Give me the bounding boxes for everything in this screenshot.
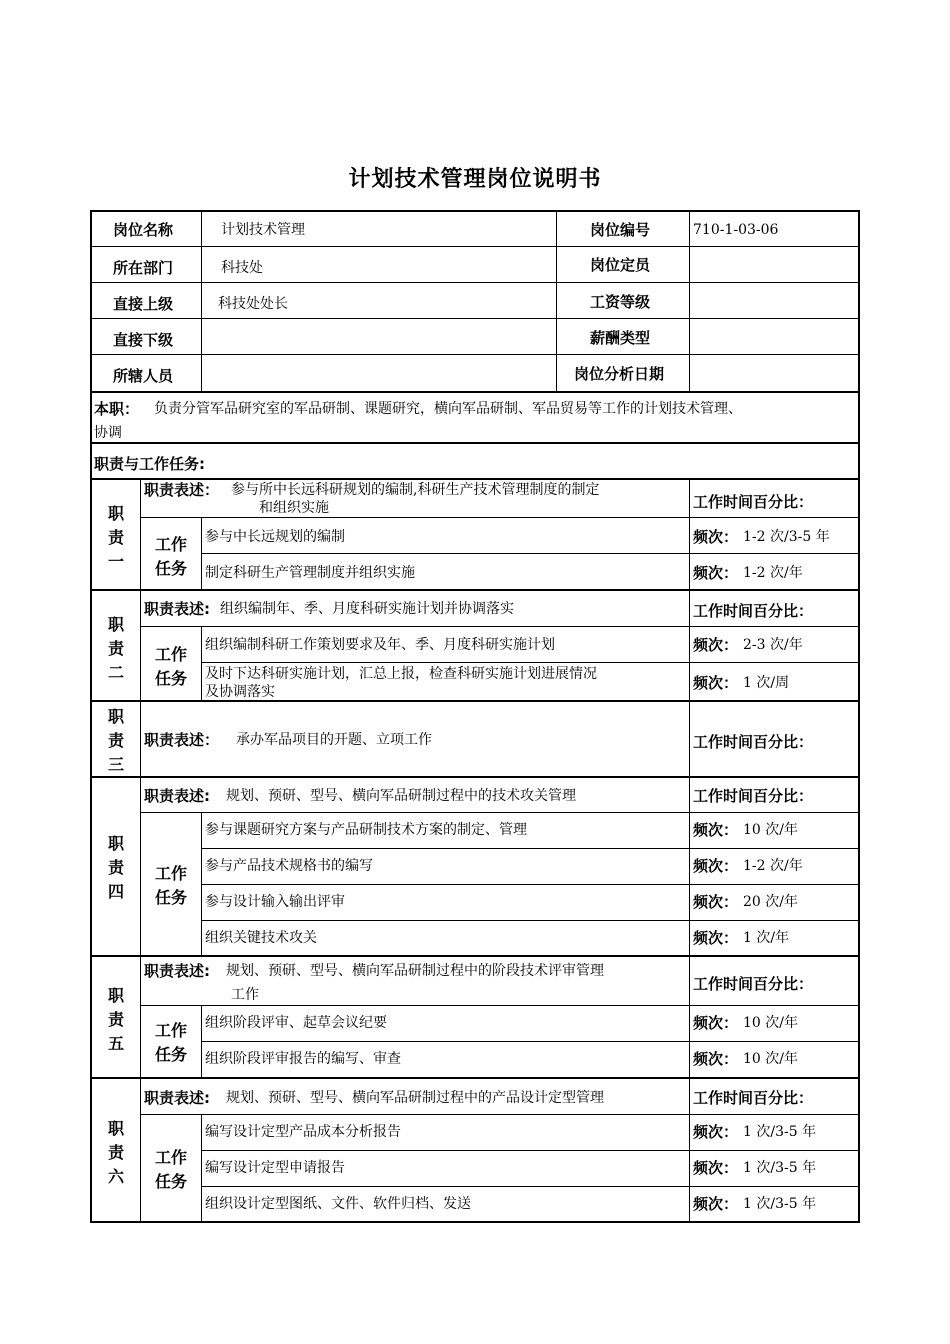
- freq-label: 频次：: [693, 1159, 739, 1177]
- rule: [201, 553, 860, 554]
- rule: [201, 812, 202, 956]
- duty-1-task-2-freq: 1-2 次/年: [743, 565, 803, 581]
- duty-1-time-pct: 工作时间百分比：: [693, 493, 814, 511]
- duty-3-time-pct: 工作时间百分比：: [693, 733, 814, 751]
- duty-5-desc-line1: 规划、预研、型号、横向军品研制过程中的阶段技术评审管理: [226, 963, 604, 979]
- rule: [140, 1005, 860, 1006]
- rule: [689, 210, 690, 392]
- duty-2-task-2-line2: 及协调落实: [205, 684, 275, 700]
- duty-4-time-pct: 工作时间百分比：: [693, 787, 814, 805]
- duty-6-desc-label: 职责表述:: [144, 1089, 210, 1107]
- freq-label: 频次：: [693, 1123, 739, 1141]
- duty-6-desc-line1: 规划、预研、型号、横向军品研制过程中的产品设计定型管理: [226, 1090, 604, 1106]
- duty-4-desc-label: 职责表述:: [144, 787, 210, 805]
- duty-2-time-pct: 工作时间百分比：: [693, 602, 814, 620]
- freq-label: 频次：: [693, 1050, 739, 1068]
- rule: [140, 1114, 860, 1115]
- rule: [201, 1150, 860, 1151]
- rule: [201, 1041, 860, 1042]
- pay-type-label: 薪酬类型: [590, 329, 651, 347]
- duty-4-task-4-freq: 1 次/年: [743, 930, 790, 946]
- rule: [556, 210, 557, 392]
- duty-1-task-2: 制定科研生产管理制度并组织实施: [205, 565, 415, 581]
- duty-5-task-1-freq: 10 次/年: [743, 1015, 798, 1031]
- rule: [140, 517, 860, 518]
- duty-4-task-4: 组织关键技术攻关: [205, 930, 317, 946]
- duty-3-desc-label: 职责表述：: [144, 731, 220, 749]
- duty-6-task-1-freq: 1 次/3-5 年: [743, 1124, 817, 1140]
- document-title: 计划技术管理岗位说明书: [348, 167, 602, 192]
- duty-6-task-1: 编写设计定型产品成本分析报告: [205, 1124, 401, 1140]
- salary-grade-label: 工资等级: [590, 293, 651, 311]
- rule: [201, 517, 202, 590]
- rule: [90, 776, 860, 778]
- superior-value: 科技处处长: [218, 296, 288, 312]
- rule: [90, 282, 860, 283]
- duty-4-task-1: 参与课题研究方案与产品研制技术方案的制定、管理: [205, 822, 527, 838]
- rule: [201, 1186, 860, 1187]
- rule: [90, 589, 860, 591]
- rule: [201, 626, 202, 701]
- duty-5-name: 职 责 五: [107, 986, 124, 1053]
- duty-4-task-3-freq: 20 次/年: [743, 894, 798, 910]
- duty-4-task-2-freq: 1-2 次/年: [743, 858, 803, 874]
- freq-label: 频次：: [693, 929, 739, 947]
- duty-1-name: 职 责 一: [107, 504, 124, 571]
- duty-5-desc-label: 职责表述:: [144, 962, 210, 980]
- duty-3-desc-line1: 承办军品项目的开题、立项工作: [236, 732, 432, 748]
- rule: [201, 884, 860, 885]
- headcount-label: 岗位定员: [590, 256, 651, 274]
- duties-header: 职责与工作任务:: [94, 455, 205, 473]
- duty-1-task-1: 参与中长远规划的编制: [205, 529, 345, 545]
- duty-6-name: 职 责 六: [107, 1119, 124, 1186]
- duty-2-desc-label: 职责表述:: [144, 600, 210, 618]
- freq-label: 频次：: [693, 821, 739, 839]
- dept-label: 所在部门: [113, 259, 174, 277]
- job-name-value: 计划技术管理: [221, 222, 305, 238]
- duty-6-task-2: 编写设计定型申请报告: [205, 1160, 345, 1176]
- duty-2-desc-line1: 组织编制年、季、月度科研实施计划并协调落实: [220, 601, 514, 617]
- rule: [140, 626, 860, 627]
- rule: [140, 812, 860, 813]
- job-code-label: 岗位编号: [590, 221, 651, 239]
- duty-6-task-2-freq: 1 次/3-5 年: [743, 1160, 817, 1176]
- duty-6-work-task-label: 工作 任务: [154, 1148, 187, 1191]
- freq-label: 频次：: [693, 528, 739, 546]
- duty-4-task-1-freq: 10 次/年: [743, 822, 798, 838]
- summary-text-line1: 负责分管军品研究室的军品研制、课题研究，横向军品研制、军品贸易等工作的计划技术管理、: [154, 401, 742, 417]
- superior-label: 直接上级: [113, 295, 174, 313]
- duty-2-task-2-line1: 及时下达科研实施计划，汇总上报，检查科研实施计划进展情况: [205, 666, 597, 682]
- freq-label: 频次：: [693, 1195, 739, 1213]
- rule: [90, 246, 860, 247]
- rule: [90, 955, 860, 957]
- duty-5-task-1: 组织阶段评审、起草会议纪要: [205, 1015, 387, 1031]
- staff-label: 所辖人员: [113, 367, 174, 385]
- freq-label: 频次：: [693, 674, 739, 692]
- duty-2-task-1: 组织编制科研工作策划要求及年、季、月度科研实施计划: [205, 637, 555, 653]
- summary-label: 本职：: [94, 400, 140, 418]
- duty-1-work-task-label: 工作 任务: [154, 535, 187, 578]
- job-name-label: 岗位名称: [113, 221, 174, 239]
- rule: [201, 1005, 202, 1078]
- duty-2-task-2-freq: 1 次/周: [743, 675, 790, 691]
- duty-5-work-task-label: 工作 任务: [154, 1021, 187, 1064]
- freq-label: 频次：: [693, 564, 739, 582]
- duty-5-task-2: 组织阶段评审报告的编写、审查: [205, 1051, 401, 1067]
- freq-label: 频次：: [693, 636, 739, 654]
- duty-1-desc-label: 职责表述：: [144, 481, 220, 499]
- summary-text-line2: 协调: [94, 425, 122, 441]
- duty-5-time-pct: 工作时间百分比：: [693, 975, 814, 993]
- duty-6-task-3: 组织设计定型图纸、文件、软件归档、发送: [205, 1196, 471, 1212]
- job-description-form: [90, 210, 860, 1223]
- duty-4-task-3: 参与设计输入输出评审: [205, 894, 345, 910]
- duty-2-task-1-freq: 2-3 次/年: [743, 637, 803, 653]
- rule: [90, 318, 860, 319]
- duty-4-name: 职 责 四: [107, 834, 124, 901]
- duty-1-desc-line2: 和组织实施: [259, 500, 329, 516]
- duty-6-task-3-freq: 1 次/3-5 年: [743, 1196, 817, 1212]
- job-code-value: 710-1-03-06: [693, 222, 779, 238]
- duty-3-name: 职 责 三: [107, 707, 124, 774]
- duty-1-task-1-freq: 1-2 次/3-5 年: [743, 529, 830, 545]
- rule: [201, 210, 202, 392]
- duty-4-task-2: 参与产品技术规格书的编写: [205, 858, 373, 874]
- rule: [90, 700, 860, 702]
- duty-2-work-task-label: 工作 任务: [154, 645, 187, 688]
- duty-5-desc-line2: 工作: [231, 987, 259, 1003]
- subordinate-label: 直接下级: [113, 331, 174, 349]
- rule: [201, 848, 860, 849]
- duty-1-desc-line1: 参与所中长远科研规划的编制,科研生产技术管理制度的制定: [231, 482, 600, 498]
- analysis-date-label: 岗位分析日期: [574, 365, 665, 383]
- rule: [90, 478, 860, 480]
- freq-label: 频次：: [693, 893, 739, 911]
- rule: [90, 1077, 860, 1079]
- duty-5-task-2-freq: 10 次/年: [743, 1051, 798, 1067]
- rule: [201, 920, 860, 921]
- freq-label: 频次：: [693, 857, 739, 875]
- duty-4-desc-line1: 规划、预研、型号、横向军品研制过程中的技术攻关管理: [226, 788, 576, 804]
- rule: [90, 442, 860, 444]
- duty-2-name: 职 责 二: [107, 615, 124, 682]
- rule: [90, 391, 860, 393]
- rule: [201, 1114, 202, 1222]
- rule: [201, 662, 860, 663]
- rule: [90, 354, 860, 355]
- duty-4-work-task-label: 工作 任务: [154, 864, 187, 907]
- duty-6-time-pct: 工作时间百分比：: [693, 1089, 814, 1107]
- dept-value: 科技处: [221, 260, 263, 276]
- freq-label: 频次：: [693, 1014, 739, 1032]
